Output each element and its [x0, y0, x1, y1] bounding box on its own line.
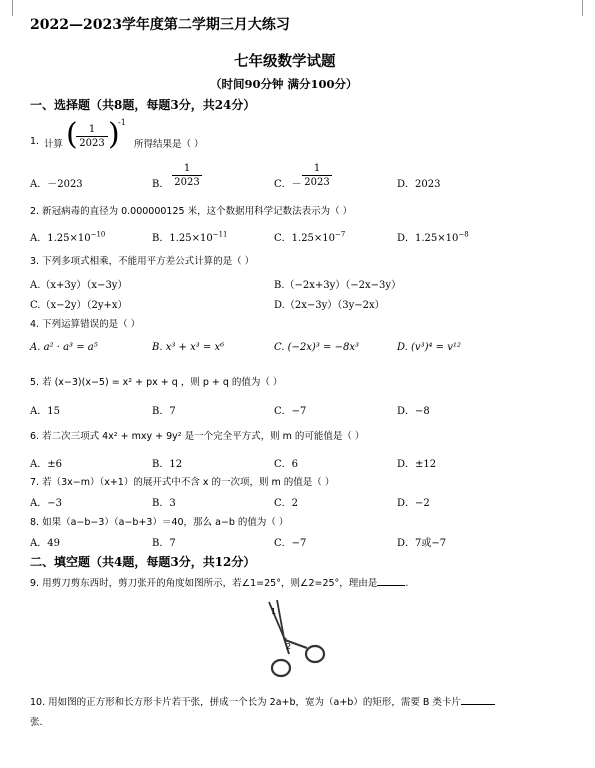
q3-option-b: B.（−2x+3y）（−2x−3y）: [274, 280, 402, 291]
q2-b-base: B．1.25×10: [152, 233, 213, 244]
q7-text: 7. 若（3x−m）（x+1）的展开式中不含 x 的一次项，则 m 的值是（ ）: [30, 477, 335, 488]
q1-c-num: 1: [313, 163, 321, 174]
q2-d-exp: −8: [458, 230, 469, 239]
q6-option-b: B．12: [152, 459, 183, 470]
q5-option-a: A．15: [30, 406, 60, 417]
q2-option-d: [397, 229, 469, 244]
q9-answer-blank[interactable]: [377, 575, 405, 586]
q1-option-d: D．2023: [397, 179, 441, 190]
q1-right-paren: ): [108, 117, 120, 152]
q2-option-c: [274, 229, 345, 244]
q8-option-a: A．49: [30, 538, 60, 549]
q9-end: .: [405, 578, 409, 589]
q4-option-d: D. (v³)⁴ = v¹²: [397, 342, 461, 353]
q8-option-c: C．−7: [274, 538, 307, 549]
q2-d-base: D．1.25×10: [397, 233, 459, 244]
q1-fraction: [75, 123, 109, 150]
q10-answer-blank[interactable]: [461, 694, 495, 705]
section2-heading: 二、填空题（共4题，每题3分，共12分）: [30, 555, 256, 569]
q5-option-d: D．−8: [397, 406, 430, 417]
q7-option-a: A．−3: [30, 498, 62, 509]
exam-subtitle: 七年级数学试题: [234, 53, 336, 70]
q3-option-d: D.（2x−3y）（3y−2x）: [274, 300, 385, 311]
q1-option-b-fraction: [171, 162, 203, 189]
q10-line2: 张.: [30, 717, 43, 728]
q5-option-c: C．−7: [274, 406, 307, 417]
scissors-figure: [255, 598, 335, 682]
scissors-ring-right: [306, 646, 324, 662]
q3-option-c: C.（x−2y）（2y+x）: [30, 300, 128, 311]
q1-b-num: 1: [183, 163, 191, 174]
q1-number: 1.: [30, 136, 40, 147]
q9-text: [30, 575, 408, 589]
q8-option-b: B．7: [152, 538, 176, 549]
q2-option-a: [30, 229, 105, 244]
q4-option-c: C. (−2x)³ = −8x³: [274, 342, 359, 353]
q2-option-b: [152, 229, 228, 244]
q2-a-exp: −10: [90, 230, 106, 239]
page-corner-mark: [582, 0, 583, 16]
q4-text: 4. 下列运算错误的是（ ）: [30, 319, 141, 330]
q6-option-c: C．6: [274, 459, 299, 470]
q6-text: 6. 若二次三项式 4x² + mxy + 9y² 是一个完全平方式，则 m 的可能值是（ ）: [30, 431, 365, 442]
q2-c-exp: −7: [335, 230, 346, 239]
q3-text: 3. 下列多项式相乘，不能用平方差公式计算的是（ ）: [30, 256, 255, 267]
q3-option-a: A.（x+3y）（x−3y）: [30, 280, 128, 291]
q1-frac-den: 2023: [79, 138, 105, 149]
q1-option-a: A．－2023: [30, 179, 83, 190]
q2-a-base: A．1.25×10: [30, 233, 91, 244]
angle-label-1: 1: [271, 607, 277, 616]
q1-exponent: -1: [118, 118, 126, 127]
q5-text: 5. 若 (x−3)(x−5) = x² + px + q ，则 p + q 的值为（ ）: [30, 377, 283, 388]
exam-info: （时间90分钟 满分100分）: [210, 77, 358, 91]
angle-label-2: 2: [286, 642, 292, 651]
q1-b-den: 2023: [174, 177, 200, 188]
scissors-pivot: [284, 638, 287, 641]
q9-text-body: 9. 用剪刀剪东西时，剪刀张开的角度如图所示，若∠1=25°，则∠2=25°，理由是: [30, 578, 378, 589]
page-corner-mark: [12, 0, 13, 16]
q10-text-body: 10. 用如图的正方形和长方形卡片若干张，拼成一个长为 2a+b，宽为（a+b）的矩形，需要 B 类卡片: [30, 697, 461, 708]
q1-option-b-label: B．: [152, 179, 170, 190]
q4-option-b: B. x³ + x³ = x⁶: [152, 342, 225, 353]
q7-option-c: C．2: [274, 498, 299, 509]
q2-b-exp: −11: [212, 230, 228, 239]
q1-option-c-label: C．－: [274, 179, 302, 190]
q1-tail: 所得结果是（ ）: [134, 139, 204, 150]
q1-c-den: 2023: [304, 177, 330, 188]
q6-option-a: A．±6: [30, 459, 62, 470]
q1-option-c-fraction: [301, 162, 333, 189]
q8-text: 8. 如果（a−b−3）（a−b+3）＝40，那么 a−b 的值为（ ）: [30, 517, 289, 528]
q8-option-d: D．7或−7: [397, 538, 447, 549]
q5-option-b: B．7: [152, 406, 176, 417]
q7-option-d: D．−2: [397, 498, 430, 509]
q1-text: 计算: [44, 139, 64, 150]
q7-option-b: B．3: [152, 498, 176, 509]
q2-text: 2. 新冠病毒的直径为 0.000000125 米，这个数据用科学记数法表示为（ ）: [30, 206, 353, 217]
scissors-ring-left: [272, 660, 290, 676]
section1-heading: 一、选择题（共8题，每题3分，共24分）: [30, 98, 256, 112]
q1-left-paren: (: [66, 117, 78, 152]
q6-option-d: D．±12: [397, 459, 437, 470]
exam-title: 2022—2023学年度第二学期三月大练习: [30, 17, 290, 33]
scissors-blade-right: [277, 600, 284, 638]
q10-text: [30, 694, 495, 708]
q4-option-a: A. a² · a³ = a⁵: [30, 342, 98, 353]
q2-c-base: C．1.25×10: [274, 233, 336, 244]
q1-frac-num: 1: [88, 124, 96, 135]
